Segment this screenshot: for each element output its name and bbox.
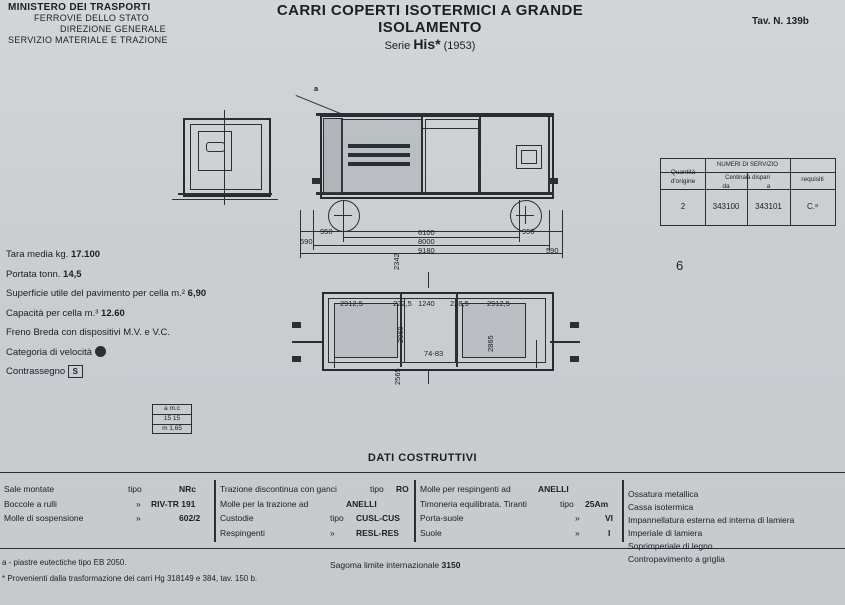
dati-row [420,511,620,526]
dati-row [4,497,212,512]
dati-value: ANELLI [538,484,569,494]
dati-separator-top [0,472,845,473]
ministry-line-4: SERVIZIO MATERIALE E TRAZIONE [8,35,168,45]
dati-value: RIV-TR 191 [151,498,196,509]
dim-590-left: 590 [300,237,313,246]
cell-to-wrap [747,202,790,211]
dati-type: » [575,527,580,538]
spec-label-tara: Tara media kg. [6,249,69,260]
spec-row-contrassegno [6,362,206,382]
dati-feature: Soprimperiale di legno [628,541,713,551]
dim-950-left: 950 [320,227,333,236]
boxed-letter-icon: S [68,365,83,378]
dati-row [420,482,620,497]
spec-row-capacita [6,304,206,324]
dati-name: Boccole a rulli [4,498,57,509]
spec-value-capacita: 12.60 [101,307,125,319]
dati-feature: Contropavimento a griglia [628,554,725,564]
dim-wall-right: 228,5 [450,299,469,308]
dati-name: Porta-suole [420,513,464,523]
plan-cell-left [334,303,398,358]
dati-row [4,511,212,526]
series-name: His [413,36,436,52]
dim-950-right: 950 [522,227,535,236]
plan-center-marker-bottom [428,370,429,384]
dim-6100: 6100 [418,228,435,237]
end-hatch-inner [521,150,537,164]
dati-name: Timoneria equilibrata. Tiranti [420,498,527,509]
dati-value: NRc [179,484,197,494]
cell-req-wrap [790,202,835,211]
cell-from: 343100 [712,202,740,211]
dati-name: Suole [420,527,442,538]
buffer-left [312,178,321,184]
dim-ext-right-1 [562,210,563,258]
dati-value: RO [396,484,409,494]
plan-buffer-right-bottom [570,356,579,362]
dati-name: Trazione discontinua con ganci [220,484,337,494]
cell-requirements: C.ᵃ [807,202,818,211]
ministry-header [8,2,193,46]
dati-divider-3 [622,480,624,542]
margin-number: 6 [676,258,684,273]
dati-name: Molle per la trazione ad [220,498,309,509]
dati-feature: Impannellatura esterna ed interna di lamiera [628,515,795,525]
page-title: CARRI COPERTI ISOTERMICI A GRANDE ISOLAMENTO [276,2,584,36]
left-end-door [323,118,343,194]
spec-value-portata: 14,5 [63,268,82,280]
service-numbers-table [660,158,836,226]
spec-label-categoria: Categoria di velocità [6,346,93,358]
table-header-group: Centinaia dispari [725,175,770,181]
dim-2865: 2865 [486,335,495,352]
dim-wall-left: 222,5 [393,299,412,308]
ministry-line-1: MINISTERO DEI TRASPORTI [8,2,151,13]
series-prefix: Serie [384,40,411,52]
spec-label-superficie: Superficie utile del pavimento per cella m.² [6,288,186,299]
sliding-door [425,119,479,193]
wheel-right-axis-v [525,206,526,224]
spec-value-tara: 17.100 [70,249,101,260]
dati-type: tipo [560,498,574,509]
dati-feature: Imperiale di lamiera [628,528,703,538]
dati-column-3 [420,482,620,540]
dim-corridor: 1240 [418,299,435,308]
dati-row [420,526,620,541]
spec-label-freno: Freno Breda con dispositivi M.V. e V.C. [6,327,171,338]
dati-column-1 [4,482,212,526]
dati-value: RESL-RES [356,527,399,538]
dati-row [220,526,412,541]
spec-label-portata: Portata tonn. [6,268,61,280]
dati-value: 25Am [585,498,609,509]
table-header-requirements: requisiti [801,176,824,183]
louvre-slot-2 [348,153,410,157]
door-rail [423,128,479,129]
dim-ext-right-2 [549,210,550,250]
dati-value: I [608,527,611,538]
dim-9180: 9180 [418,246,435,255]
dati-row [420,497,620,512]
dati-type: » [136,498,141,509]
louvre-slot-1 [348,144,410,148]
spec-row-tara [6,245,206,265]
dim-590-right: 590 [546,246,559,255]
roof-line [316,113,554,116]
table-row [661,202,705,211]
spec-row-portata [6,265,206,285]
dati-name: Respingenti [220,527,265,538]
dati-row [220,482,412,497]
dim-cell-right-width: 2912,5 [487,299,510,308]
dim-ext-right-3 [519,200,520,242]
spec-label-contrassegno: Contrassegno [6,366,66,377]
sagoma-label: Sagoma limite internazionale [330,560,440,570]
cell-from-wrap [705,202,747,211]
dim-ext-left-1 [300,210,301,258]
plan-coupler-right [550,341,580,343]
plan-axle-right [536,340,537,368]
dati-type: tipo [370,484,384,494]
dati-name: Molle di sospensione [4,513,84,523]
dati-feature: Ossatura metallica [628,489,699,499]
dim-height-2342: 2342 [392,253,401,270]
section-mark-a: a [314,84,319,93]
dati-name: Molle per respingenti ad [420,484,511,494]
dim-8000: 8000 [418,237,435,246]
plan-buffer-right-top [570,322,579,328]
louvre-slot-3 [348,162,410,166]
plan-buffer-left-bottom [292,356,301,362]
dati-row [4,482,212,497]
ministry-line-3: DIREZIONE GENERALE [60,24,166,34]
dati-costruttivi-title: DATI COSTRUTTIVI [367,452,478,464]
table-header-quantity-2: d'origine [670,178,696,185]
dati-type: » [575,513,580,523]
specification-list [6,245,206,382]
plan-buffer-left-top [292,322,301,328]
series-line [230,36,630,52]
table-header-from: da [722,183,730,190]
dati-name: Custodie [220,513,254,523]
series-mark: * [435,36,441,52]
ministry-line-2: FERROVIE DELLO STATO [34,13,150,23]
plan-coupler-left [292,341,322,343]
dati-type: tipo [330,513,344,523]
footnote-1: a - piastre eutectiche tipo EB 2050. [2,558,127,567]
dati-type: » [330,527,335,538]
spec-row-categoria [6,343,206,363]
dati-row [220,497,412,512]
series-year: (1953) [443,40,476,52]
sagoma-limite [330,560,460,570]
dati-divider-1 [214,480,216,542]
cell-to: 343101 [755,202,782,211]
cell-quantity: 2 [680,202,686,211]
dati-column-2 [220,482,412,540]
dati-name: Sale montate [4,484,55,494]
dati-type: » [136,513,141,523]
dim-ext-left-3 [343,200,344,242]
dati-feature: Cassa isotermica [628,502,694,512]
front-door-handle [206,142,225,152]
footnote-2: * Provenienti dalla trasformazione dei carri Hg 318149 e 384, tav. 150 b. [2,574,258,583]
dati-column-4 [628,488,842,566]
front-roof-line [183,118,267,120]
spec-value-superficie: 6,90 [187,288,207,299]
sagoma-value: 3150 [441,560,461,570]
stamp-line-2: 15 15 [153,415,191,425]
front-base-line [178,193,272,195]
dati-value: 602/2 [179,513,201,523]
stamp-line-3: m 1,65 [162,425,182,432]
front-rail-line [172,199,278,200]
dati-value: CUSL-CUS [356,513,400,523]
dati-divider-2 [414,480,416,542]
spec-row-freno [6,323,206,343]
plan-center-marker-top [428,272,429,288]
filled-circle-icon [95,346,106,357]
dim-2565: 2565 [393,368,402,385]
dim-ext-left-2 [313,210,314,250]
stamp-line-1: a m.c [153,405,191,415]
dim-7483: 74-83 [424,349,444,358]
wheel-left [328,200,360,232]
dim-2069: 2069 [396,326,405,343]
stamp-annotation [152,404,192,434]
compartment-divider-2 [479,117,481,193]
table-header-quantity-1: Quantità [670,169,696,176]
dati-row [220,511,412,526]
dati-value: ANELLI [346,498,377,509]
table-header-to: a [766,183,771,190]
buffer-right [549,178,558,184]
front-center-line [224,110,225,205]
spec-row-superficie [6,284,206,304]
spec-label-capacita: Capacità per cella m.³ [6,307,99,319]
dati-type: tipo [128,484,142,494]
plan-axle-left [334,340,335,368]
dati-value: VI [605,513,614,523]
dim-cell-left-width: 2912,5 [340,299,363,308]
table-title: NUMERI DI SERVIZIO [717,162,778,168]
plate-number: Tav. N. 139b [752,16,809,27]
